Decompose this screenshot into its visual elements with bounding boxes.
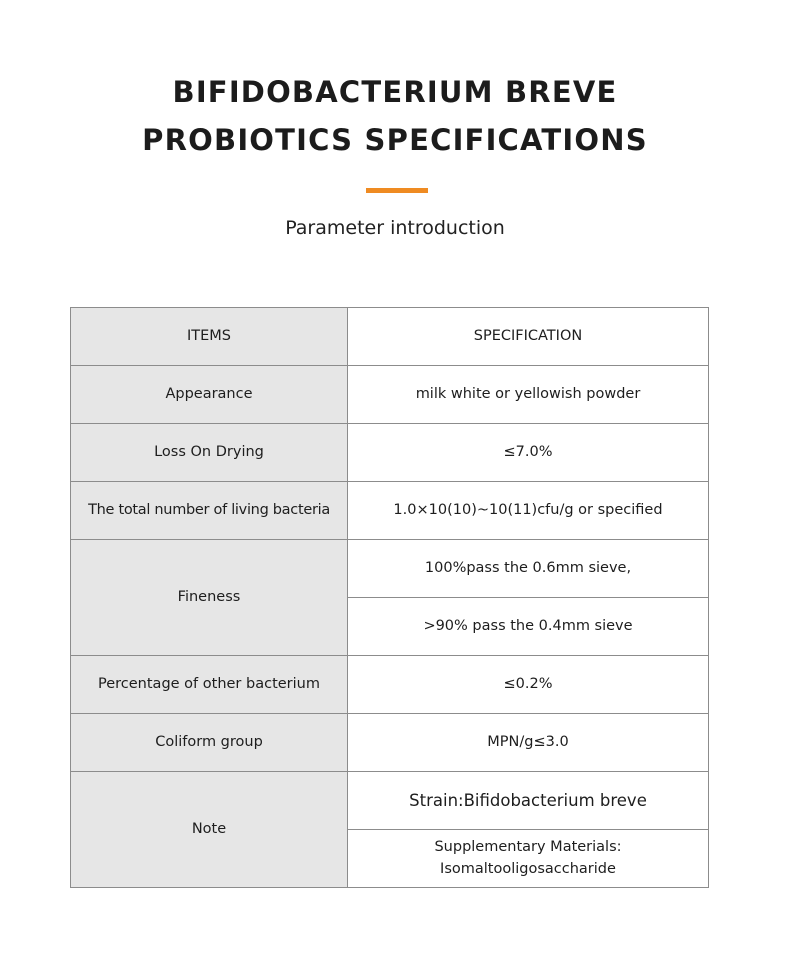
table-row-note-1 [71,772,709,830]
table-row-fineness-1 [71,540,709,598]
page-title-line-1: BIFIDOBACTERIUM BREVE [172,75,618,109]
item-cell-fineness: Fineness [71,540,348,656]
page-subtitle: Parameter introduction [285,217,505,239]
item-cell-living-bacteria: The total number of living bacteria [71,482,348,540]
table-header-row [71,308,709,366]
table-row-appearance [71,366,709,424]
spec-cell-coliform: MPN/g≤3.0 [348,714,709,772]
spec-cell-note-strain: Strain:Bifidobacterium breve [348,772,709,830]
table-row-coliform [71,714,709,772]
item-cell-other-bacterium: Percentage of other bacterium [71,656,348,714]
column-header-specification: SPECIFICATION [348,308,709,366]
spec-cell-note-materials [348,830,709,888]
spec-cell-fineness-2: >90% pass the 0.4mm sieve [348,598,709,656]
item-cell-coliform: Coliform group [71,714,348,772]
item-cell-loss-on-drying: Loss On Drying [71,424,348,482]
column-header-items: ITEMS [71,308,348,366]
spec-cell-other-bacterium: ≤0.2% [348,656,709,714]
spec-cell-appearance: milk white or yellowish powder [348,366,709,424]
specifications-table [70,307,709,888]
item-cell-appearance: Appearance [71,366,348,424]
note-materials-line-1: Supplementary Materials: [434,839,622,856]
spec-cell-living-bacteria: 1.0×10(10)~10(11)cfu/g or specified [348,482,709,540]
table-row-living-bacteria [71,482,709,540]
spec-cell-loss-on-drying: ≤7.0% [348,424,709,482]
table-row-loss-on-drying [71,424,709,482]
title-accent-divider [366,188,428,193]
page-title-line-2: PROBIOTICS SPECIFICATIONS [142,123,648,157]
spec-cell-fineness-1: 100%pass the 0.6mm sieve, [348,540,709,598]
item-cell-note: Note [71,772,348,888]
note-materials-line-2: Isomaltooligosaccharide [440,860,616,877]
table-row-other-bacterium [71,656,709,714]
